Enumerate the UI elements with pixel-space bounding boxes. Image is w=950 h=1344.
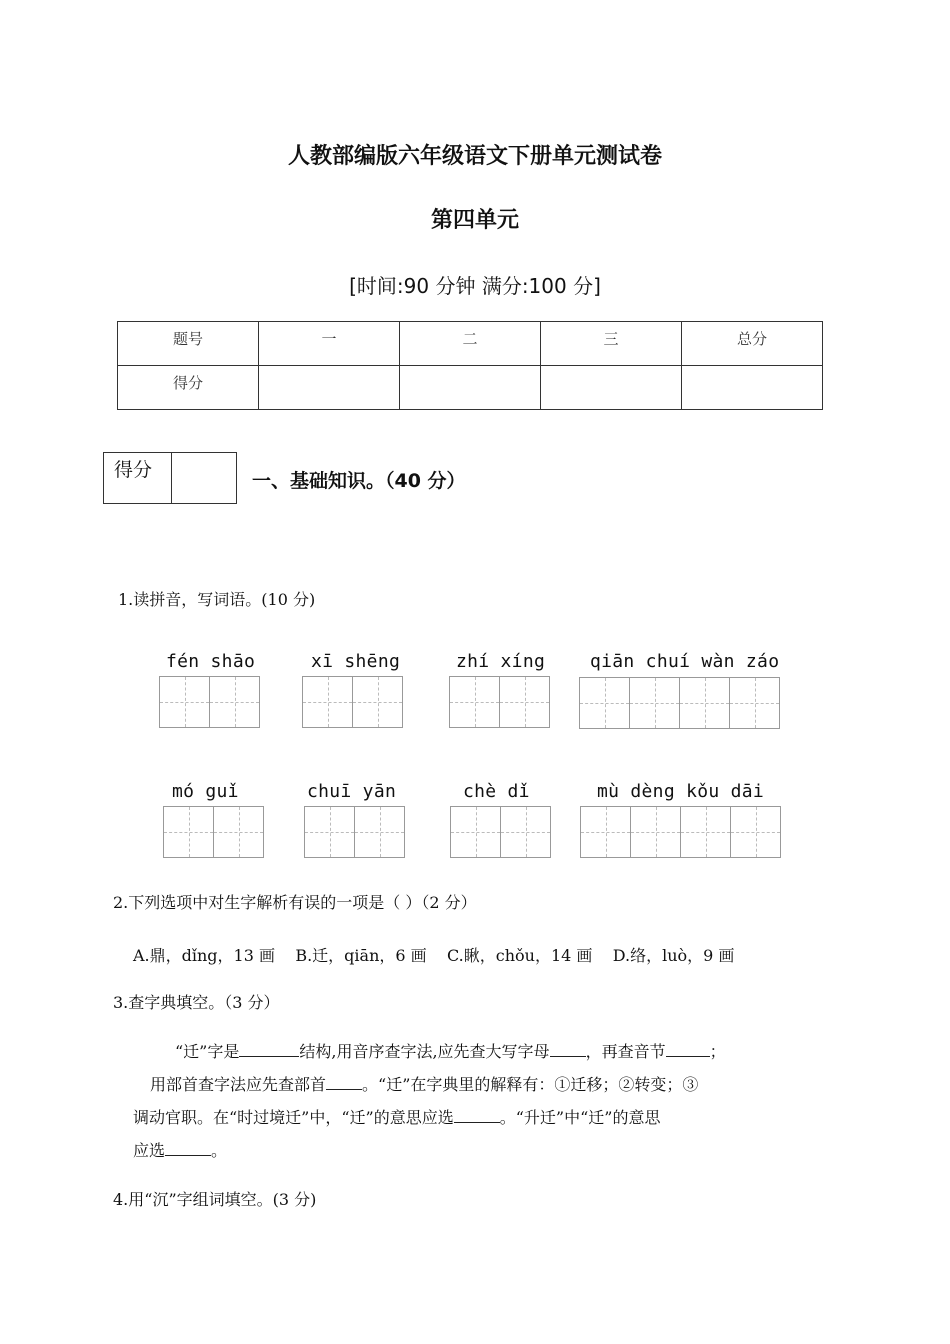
grid-cell[interactable] [631, 807, 681, 857]
unit-title: 第四单元 [430, 208, 519, 233]
grid-cell[interactable] [353, 677, 403, 727]
table-row [118, 322, 823, 366]
pinyin-label: zhí xíng [456, 651, 546, 672]
pinyin-label: mù dèng kǒu dāi [597, 781, 765, 802]
score-input-cell[interactable] [400, 366, 541, 410]
writing-grid[interactable] [579, 677, 780, 729]
grid-cell[interactable] [450, 677, 500, 727]
question-3-line-4 [133, 1134, 227, 1167]
question-3-line-2 [150, 1068, 698, 1101]
section-score-label: 得分 [104, 453, 172, 503]
question-3-line-3 [133, 1101, 660, 1134]
section-score-box[interactable] [103, 452, 237, 504]
grid-cell[interactable] [303, 677, 353, 727]
grid-cell[interactable] [581, 807, 631, 857]
q3-text: 用部首查字法应先查部首 [150, 1075, 327, 1094]
question-1: 1.读拼音，写词语。(10 分) [118, 590, 316, 609]
score-input-cell[interactable] [682, 366, 823, 410]
fill-blank[interactable] [454, 1108, 500, 1123]
table-cell: 一 [259, 322, 400, 366]
fill-blank[interactable] [666, 1042, 710, 1057]
grid-cell[interactable] [210, 677, 260, 727]
grid-cell[interactable] [681, 807, 731, 857]
table-cell: 三 [541, 322, 682, 366]
table-cell: 总分 [682, 322, 823, 366]
question-4: 4.用“沉”字组词填空。(3 分) [113, 1190, 317, 1209]
score-input-cell[interactable] [541, 366, 682, 410]
grid-cell[interactable] [500, 677, 550, 727]
pinyin-label: chuī yān [307, 781, 397, 802]
table-cell: 题号 [118, 322, 259, 366]
grid-cell[interactable] [731, 807, 781, 857]
question-2: 2.下列选项中对生字解析有误的一项是（ ）（2 分） [113, 893, 477, 912]
question-2-options: A.鼎，dǐng，13 画 B.迁，qiān，6 画 C.瞅，chǒu，14 画 D.络，luò，9 画 [133, 946, 735, 965]
grid-cell[interactable] [160, 677, 210, 727]
q3-text: 结构,用音序查字法,应先查大写字母 [299, 1042, 550, 1061]
page-title: 人教部编版六年级语文下册单元测试卷 [287, 144, 662, 169]
q3-text: ； [709, 1042, 726, 1061]
table-cell: 得分 [118, 366, 259, 410]
question-3: 3.查字典填空。（3 分） [113, 993, 280, 1012]
grid-cell[interactable] [630, 678, 680, 728]
section-title: 一、基础知识。（40 分） [252, 470, 466, 492]
grid-cell[interactable] [214, 807, 264, 857]
grid-cell[interactable] [355, 807, 405, 857]
writing-grid[interactable] [450, 806, 551, 858]
q3-text: 。 [211, 1141, 228, 1160]
fill-blank[interactable] [550, 1042, 586, 1057]
q3-text: 。“升迁”中“迁”的意思 [499, 1108, 661, 1127]
grid-cell[interactable] [501, 807, 551, 857]
writing-grid[interactable] [580, 806, 781, 858]
score-input-cell[interactable] [259, 366, 400, 410]
pinyin-label: chè dǐ [463, 781, 530, 802]
grid-cell[interactable] [305, 807, 355, 857]
writing-grid[interactable] [302, 676, 403, 728]
grid-cell[interactable] [580, 678, 630, 728]
pinyin-label: mó guǐ [172, 781, 239, 802]
exam-info: [时间:90 分钟 满分:100 分] [349, 274, 601, 298]
fill-blank[interactable] [326, 1075, 362, 1090]
question-3-line-1 [175, 1035, 726, 1068]
pinyin-label: xī shēng [311, 651, 401, 672]
q3-text: “迁”字是 [175, 1042, 240, 1061]
writing-grid[interactable] [163, 806, 264, 858]
grid-cell[interactable] [451, 807, 501, 857]
fill-blank[interactable] [239, 1042, 299, 1057]
writing-grid[interactable] [304, 806, 405, 858]
q3-text: 应选 [133, 1141, 166, 1160]
fill-blank[interactable] [165, 1141, 211, 1156]
score-table [117, 321, 823, 410]
q3-text: 调动官职。在“时过境迁”中，“迁”的意思应选 [133, 1108, 454, 1127]
grid-cell[interactable] [730, 678, 780, 728]
writing-grid[interactable] [159, 676, 260, 728]
q3-text: 。“迁”在字典里的解释有：①迁移；②转变；③ [362, 1075, 699, 1094]
pinyin-label: qiān chuí wàn záo [590, 651, 780, 672]
writing-grid[interactable] [449, 676, 550, 728]
grid-cell[interactable] [164, 807, 214, 857]
q3-text: ，再查音节 [585, 1042, 666, 1061]
table-cell: 二 [400, 322, 541, 366]
table-row [118, 366, 823, 410]
pinyin-label: fén shāo [166, 651, 256, 672]
grid-cell[interactable] [680, 678, 730, 728]
